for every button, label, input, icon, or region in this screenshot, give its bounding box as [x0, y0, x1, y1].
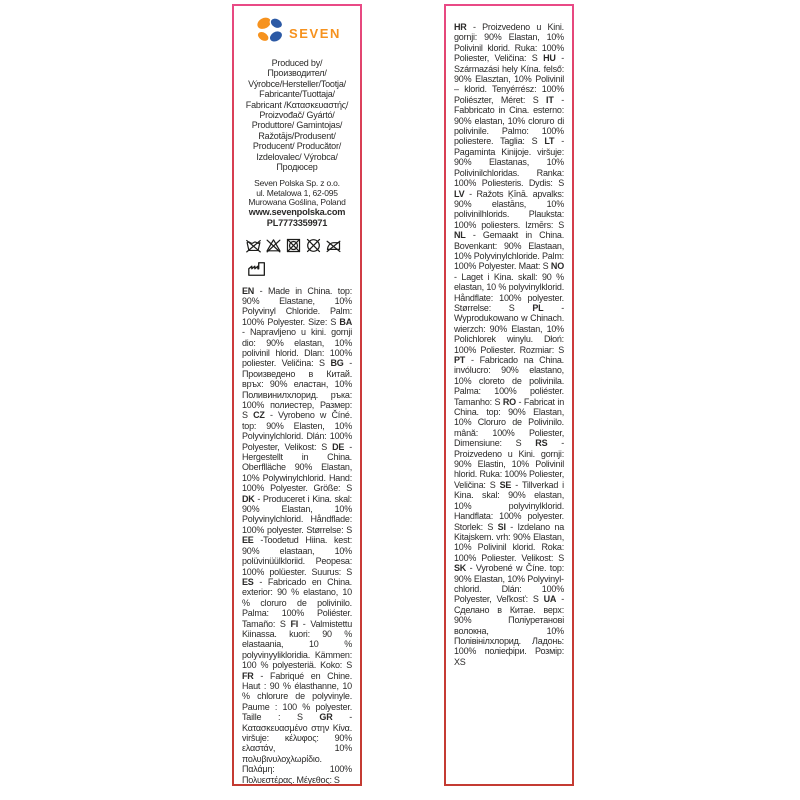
composition-text-right: HR - Proizvedeno u Kini. gornji: 90% Elastan, 10% Polivinil klorid. Ruka: 100% Poliester, Veličina: S HU - Származási hely Kína. felső: 90% Elasztan, 10% Polivinil – klorid. Tenyérrész: 100% Poliészter, Méret: S IT - Fabbricato in Cina. esterno: 90% elastan, 10% cloruro di polivinile. Palmo: 100% poliestere. Taglia: S LT - Pagaminta Kinijoje. viršuje: 90% Elastanas, 10% Polivinilchloridas. Ranka: 100% Poliesteris. Dydis: S LV - Ražots Ķīnā. apvalks: 90% elastāns, 10% polivinilhlorids. Plauksta: 100% poliesters. Izmērs: S NL - Gemaakt in China. Bovenkant: 90% Elastaan, 10% Polyvinylchloride. Palm: 100% Polyester. Maat: S NO - Laget i Kina. skall: 90 % elastan, 10 % polyvinylklorid. Håndflate: 100% polyester. Størrelse: S PL - Wyprodukowano w Chinach. wierzch: 90% Elastan, 10% Polichlorek winylu. Dłoń: 100% Poliester. Rozmiar: S PT - Fabricado na China. invólucro: 90% elastano, 10% cloreto de polivinila. Palma: 100% poliéster. Tamanho: S RO - Fabricat in China. top: 90% Elastan, 10% Cloruro de Polivinilo. mână: 100% Poliester, Dimensiune: S RS - Proizvedeno u Kini. gornji: 90% Elastin, 10% Polivinil hlorid. Ruka: 100% Poliester, Veličina: S SE - Tillverkad i Kina. skal: 90% elastan, 10% polyvinylklorid. Handflata: 100% polyester. Storlek: S SI - Izdelano na Kitajskem. vrh: 90% Elastan, 10% Polivinil klorid. Roka: 100% Poliester. Velikost: S SK - Vyrobené w Číne. top: 90% Elastan, 10% Polyvinylchlorid. Dlán: 100% Polyester, Veľkosť: S UA - Сделано в Китае. верх: 90% Поліуретанові волокна, 10% Полівінілхлорид. Ладонь: 100% поліефіри. Розмір: XS: [454, 22, 564, 667]
factory-icon: [242, 258, 269, 277]
brand-name: SEVEN: [288, 25, 342, 41]
language-code: SK: [454, 563, 467, 574]
language-code: PL: [532, 302, 544, 313]
language-code: ES: [242, 576, 254, 587]
do-not-iron-icon: [325, 237, 342, 254]
language-code: SI: [497, 521, 506, 532]
language-code: LT: [544, 136, 555, 147]
language-code: BG: [330, 358, 344, 369]
language-code: SE: [499, 479, 512, 490]
care-symbols-row: [242, 237, 352, 254]
language-code: NL: [454, 230, 466, 241]
language-code: IT: [546, 94, 554, 105]
language-code: DK: [242, 493, 255, 504]
language-code: NO: [550, 261, 564, 272]
seven-logo: [242, 15, 352, 51]
language-code: FI: [290, 618, 299, 629]
producer-multilingual-text: Produced by/ Производител/ Výrobce/Hersteller/Tootja/ Fabricante/Tuottaja/ Fabricant /Κατασκευαστής/ Proizvođač/ Gyártó/ Produttore/ Gamintojas/ Ražotājs/Produsent/ Producent/ Producător/ Izdelovalec/ Výrobca/ Продюсер: [245, 58, 349, 173]
language-code: EE: [242, 535, 254, 546]
language-code: FR: [242, 670, 254, 681]
language-code: CZ: [253, 410, 265, 421]
language-code: HU: [543, 53, 556, 64]
do-not-tumble-dry-icon: [285, 237, 302, 254]
language-code: PT: [454, 355, 466, 365]
language-code: RS: [535, 438, 548, 449]
right-panel-content: [446, 6, 572, 784]
butterfly-icon: [253, 15, 287, 51]
left-panel-content: [234, 6, 360, 784]
care-label-panel-right: [444, 4, 574, 786]
composition-text-left: EN - Made in China. top: 90% Elastane, 10% Polyvinyl Chloride. Palm: 100% Polyester. Size: S BA - Napravljeno u kini. gornji dio: 90% elastan, 10% polivinil hlorid. Dlan: 100% poliester. Veličina: S BG - Произведено в Китай. връх: 90% еластан, 10% Поливинилхлорид. ръка: 100% полиестер, Размер: S CZ - Vyrobeno w Číné. top: 90% Elasten, 10% Polyvinylchlorid. Dlán: 100% Polyester, Velikost: S DE - Hergestellt in China. Oberflläche 90% Elastan, 10% Polywinylchlorid. Hand: 100% Polyester. Größe: S DK - Produceret i Kina. skal: 90% Elastan, 10% Polyvinylchlorid. Håndflade: 100% polyester. Størrelse: S EE -Toodetud Hiina. kest: 90% elastaan, 10% polüvinüülkloriid. Peopesa: 100% polüester. Suurus: S ES - Fabricado en China. exterior: 90 % elastano, 10 % cloruro de polivinilo. Palma: 100% Poliéster. Tamaño: S FI - Valmistettu Kiinassa. kuori: 90 % elastaania, 10 % polyvinyylikloridia. Kämmen: 100 % polyesteriä. Koko: S FR - Fabriqué en Chine. Haut : 90 % élasthanne, 10 % chlorure de polyvinyle. Paume : 100 % polyester. Taille : S GR - Κατασκευασμένο στην Κίνα. viršuje: κέλυφος: 90% ελαστάν, 10% πολυβινυλοχλωρίδιο. Παλάμη: 100% Πολυεστέρας. Μέγεθος: S: [242, 285, 353, 784]
do-not-bleach-icon: [265, 237, 282, 254]
language-code: DE: [332, 441, 345, 452]
language-code: RO: [502, 396, 516, 407]
company-address: Seven Polska Sp. z o.o. ul. Metalowa 1, 62-095 Murowana Goślina, Poland: [248, 178, 346, 208]
language-code: BA: [339, 316, 352, 327]
language-code: GR: [319, 712, 333, 723]
language-code: HR: [454, 22, 467, 32]
do-not-dry-clean-icon: [305, 237, 322, 254]
care-label-panel-left: [232, 4, 362, 786]
language-code: LV: [454, 188, 465, 199]
language-code: EN: [242, 285, 255, 296]
vat-number: PL7773359971: [266, 217, 328, 228]
company-website: www.sevenpolska.com: [248, 207, 346, 218]
do-not-wash-icon: [245, 237, 262, 254]
language-code: UA: [543, 594, 557, 605]
